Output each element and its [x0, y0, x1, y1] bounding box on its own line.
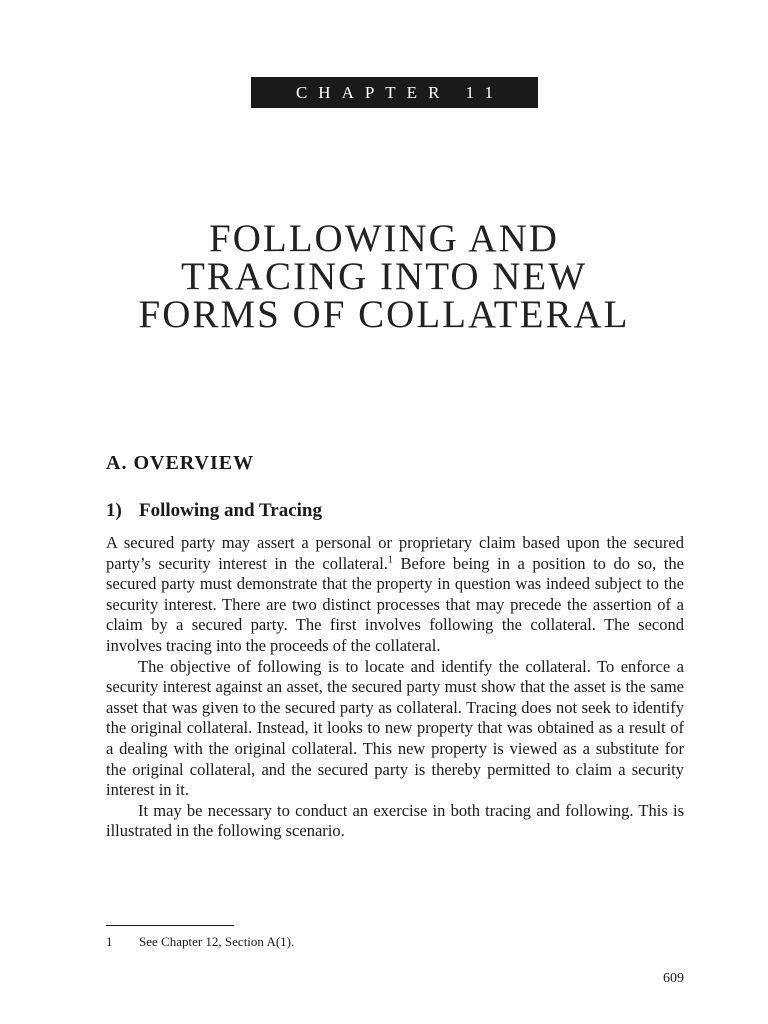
paragraph-2: The objective of following is to locate and identify the collateral. To enforce a security interest against an asset, the secured party must show that the asset is the same asset that was given to the secured party as collateral. Tracing does not seek to identify the original collateral. Instead, it looks to new property that was obtained as a result of a dealing with the original collateral. This new property is viewed as a substitute for the original collateral, and the secured party is thereby permitted to claim a security interest in it.	[106, 656, 684, 800]
footnote-divider	[106, 925, 234, 926]
subsection-number: 1)	[106, 500, 122, 521]
section-heading: A. OVERVIEW	[106, 452, 255, 474]
chapter-label	[251, 77, 538, 108]
paragraph-1-part-a: A secured party may assert a personal or proprietary claim based upon the secured party’s security interest in the collateral.	[106, 533, 684, 573]
page-number: 609	[663, 971, 684, 986]
paragraph-3: It may be necessary to conduct an exercise in both tracing and following. This is illustrated in the following scenario.	[106, 800, 684, 841]
footnote-text: See Chapter 12, Section A(1).	[139, 934, 295, 949]
paragraph-1	[106, 533, 684, 657]
subsection-heading	[106, 500, 322, 522]
chapter-title-line-3: FORMS OF COLLATERAL	[138, 293, 630, 336]
footnote-number: 1	[106, 934, 113, 949]
chapter-title-line-1: FOLLOWING AND	[209, 217, 559, 260]
footnote	[106, 934, 294, 950]
chapter-label-text: CHAPTER 11	[295, 82, 505, 102]
chapter-title	[0, 217, 768, 336]
paragraph-1-part-b: Before being in a position to do so, the secured party must demonstrate that the property in question was indeed subject to the security interest. There are two distinct processes that may precede the assertion of a claim by a secured party. The first involves following the collateral. The second involves tracing into the proceeds of the collateral.	[106, 553, 684, 655]
body-text	[106, 533, 684, 842]
chapter-title-line-2: TRACING INTO NEW	[180, 255, 588, 298]
footnote-reference: 1	[387, 554, 393, 566]
subsection-title: Following and Tracing	[139, 500, 322, 521]
